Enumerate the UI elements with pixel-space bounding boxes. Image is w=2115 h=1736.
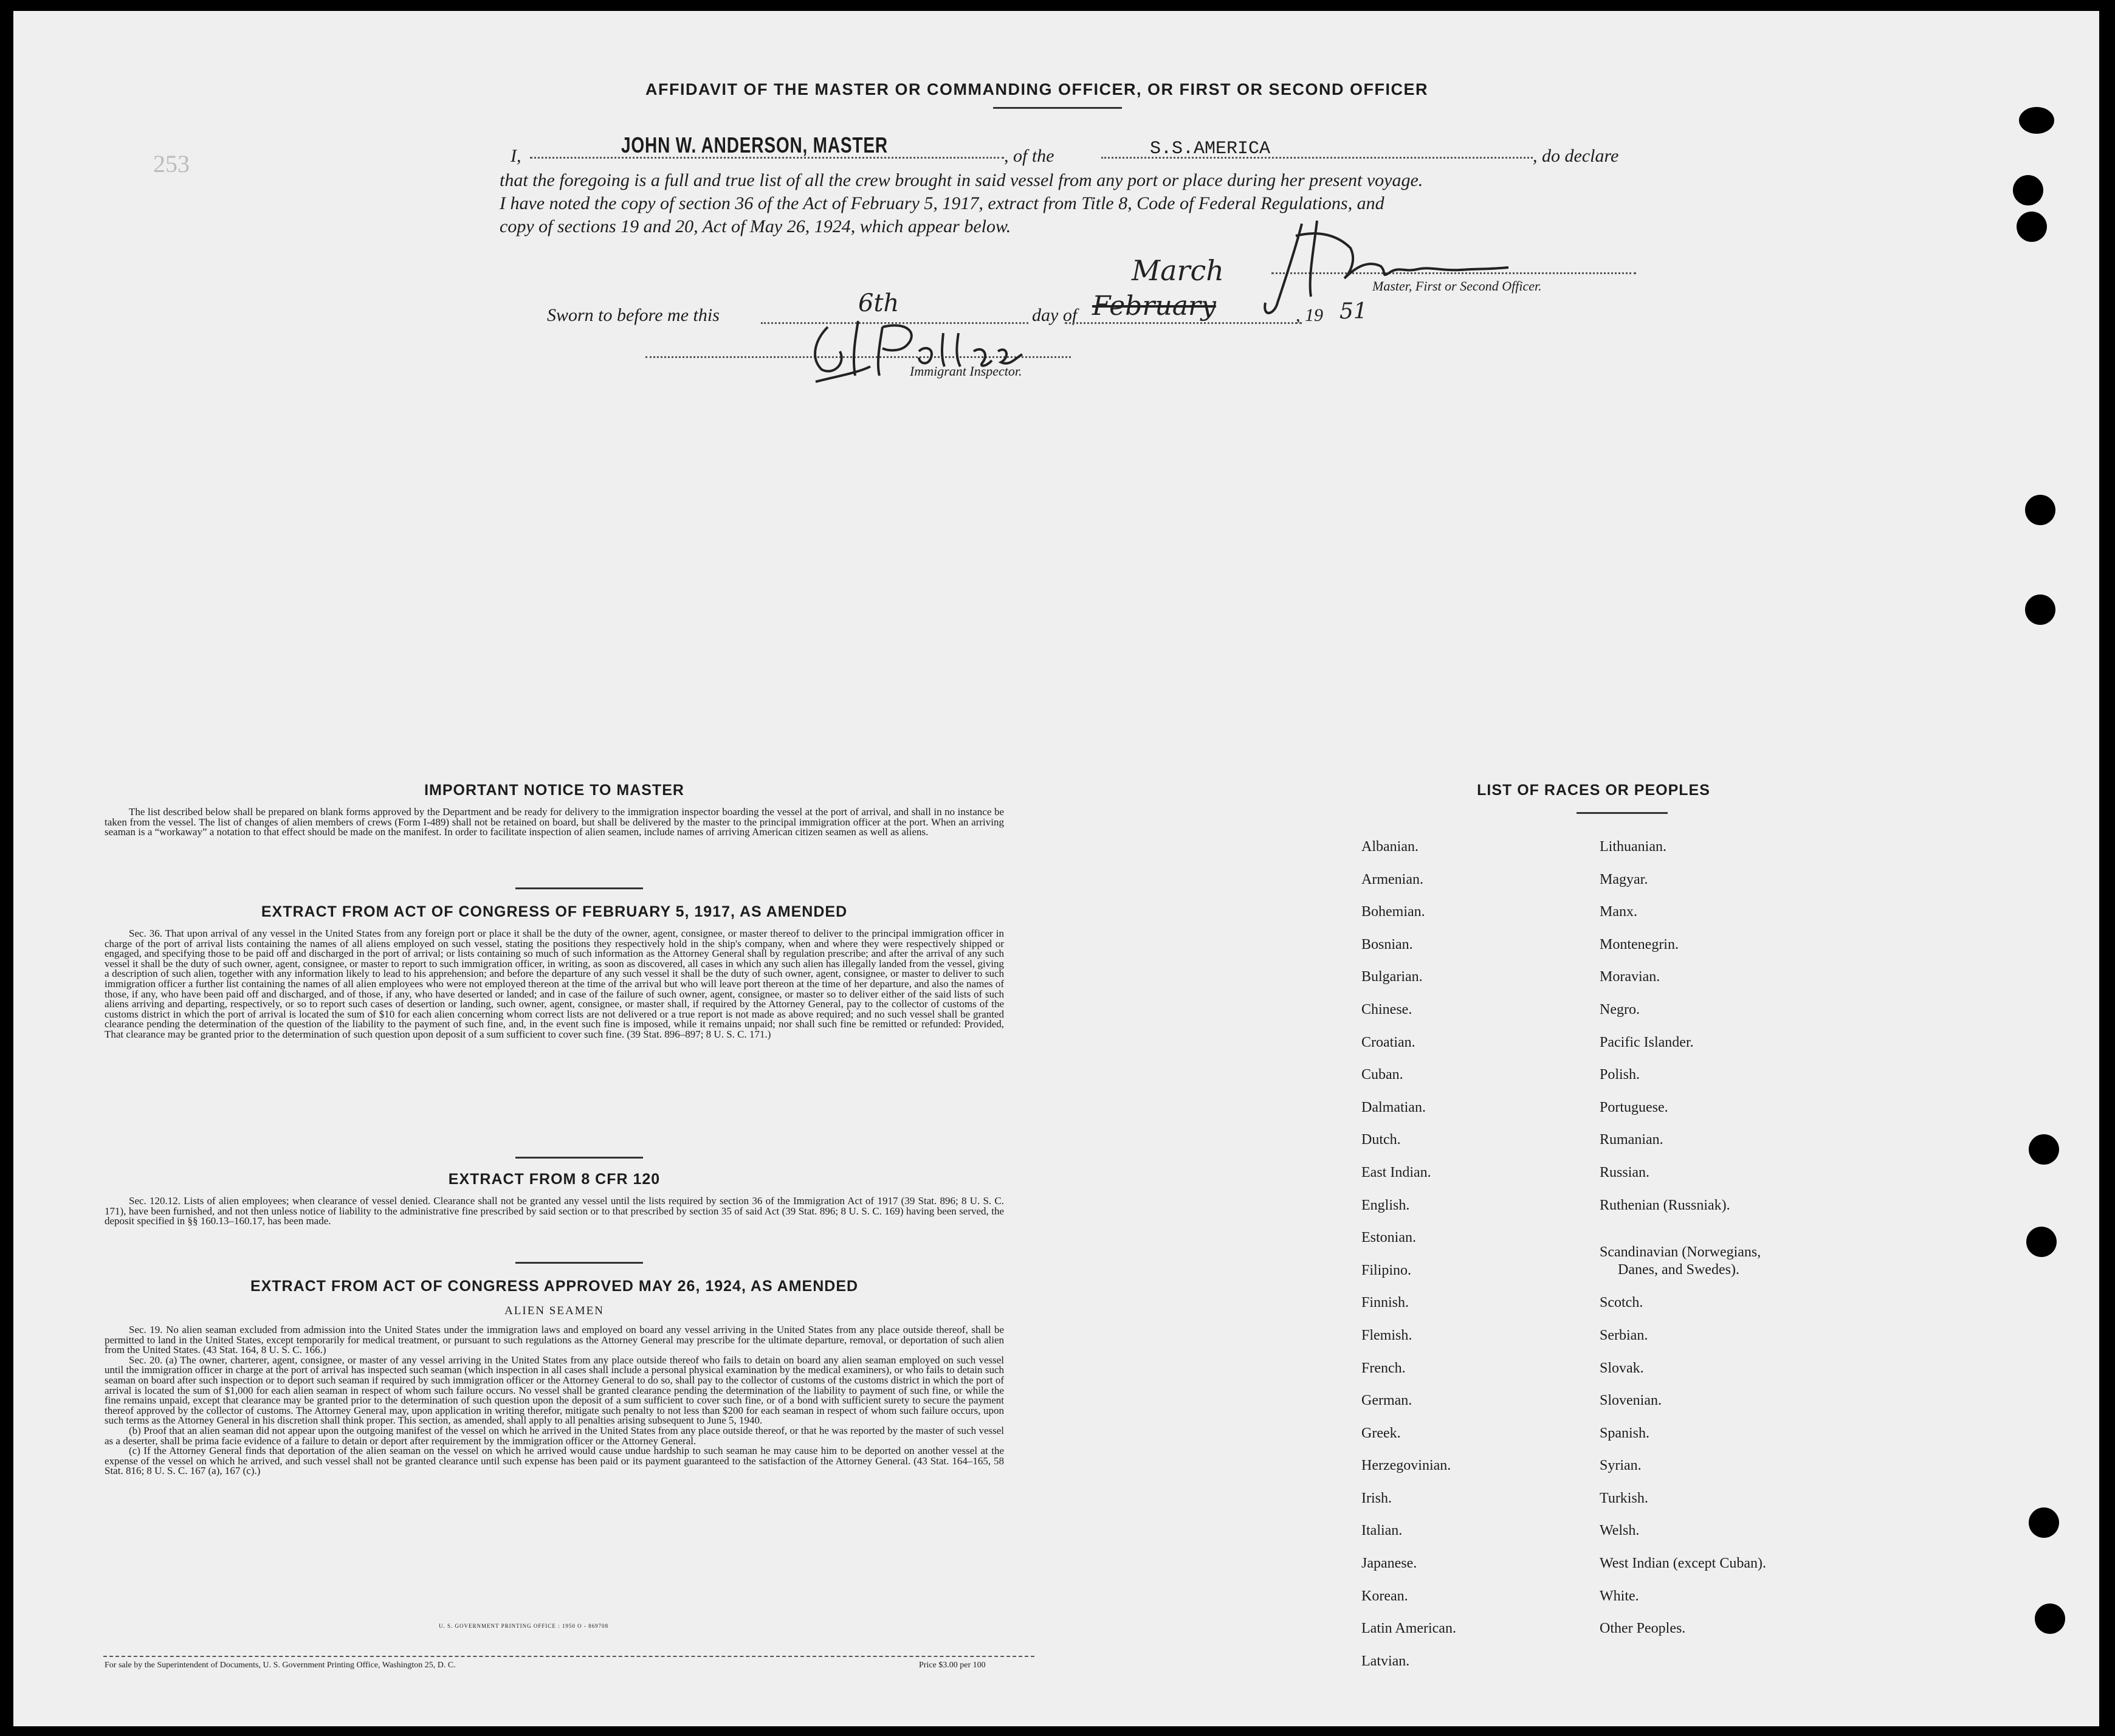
sec-19-text: Sec. 19. No alien seaman excluded from admission into the United States under the immigration laws and employed on board any vessel arriving in the United States from any place outside thereof, shall be permitted to land in the United States, except temporarily for medical treatment, or pursuant to such regulations as the Attorney General may prescribe for the ultimate departure, removal, or deportation of such alien from the United States. (43 Stat. 164, 8 U. S. C. 166.) <box>105 1324 1004 1356</box>
race-item: Rumanian. <box>1600 1132 1663 1148</box>
race-item: West Indian (except Cuban). <box>1600 1555 1766 1572</box>
do-declare-text: , do declare <box>1533 146 1619 166</box>
year-value: 51 <box>1340 299 1367 324</box>
document-page <box>13 11 2099 1726</box>
declarant-name: JOHN W. ANDERSON, MASTER <box>621 133 888 157</box>
of-the-text: , of the <box>1004 146 1054 166</box>
race-item: Croatian. <box>1361 1034 1415 1050</box>
inspector-label: Immigrant Inspector. <box>910 363 1022 379</box>
extract-1917-divider <box>515 1157 643 1159</box>
races-column-2 <box>1600 839 1891 1653</box>
notice-text: The list described below shall be prepared on blank forms approved by the Department and be ready for delivery to the immigration inspector boarding the vessel at the port of arrival, and shall in no instance be taken from the vessel. The list of changes of alien members of crews (Form I-489) shall not be retained on board, but shall be delivered by the master to the principal immigration officer at the port. When an arriving seaman is a “workaway” a notation to that effect should be made on the manifest. In order to facilitate inspection of alien seamen, include names of arriving American citizen seamen as well as aliens. <box>105 806 1004 838</box>
race-item: Greek. <box>1361 1425 1401 1441</box>
margin-number: 253 <box>153 150 190 177</box>
master-label: Master, First or Second Officer. <box>1372 278 1542 294</box>
race-item: White. <box>1600 1588 1639 1604</box>
inspector-signature-line <box>645 356 1071 358</box>
race-item: Italian. <box>1361 1523 1403 1539</box>
notice-block <box>105 807 1004 838</box>
race-item: Bulgarian. <box>1361 969 1423 985</box>
punch-hole <box>2025 594 2055 625</box>
declarant-prefix: I, <box>511 146 521 166</box>
notice-divider <box>515 887 643 889</box>
punch-hole <box>2013 175 2043 205</box>
extract-1917-title: EXTRACT FROM ACT OF CONGRESS OF FEBRUARY 5, 1917, AS AMENDED <box>261 903 848 920</box>
race-item: Manx. <box>1600 904 1637 920</box>
extract-cfr-text: Sec. 120.12. Lists of alien employees; when clearance of vessel denied. Clearance shall not be granted any vessel until the lists required by section 36 of the Immigration Act of 1917 (39 Stat. 896; 8 U. S. C. 171), have been furnished, and not then unless notice of liability to the administrative fine prescribed by said section or to that prescribed by section 35 of said Act (39 Stat. 896; 8 U. S. C. 169) having been served, the deposit specified in §§ 160.13–160.17, has been made. <box>105 1195 1004 1227</box>
race-item: French. <box>1361 1360 1406 1376</box>
race-item: Polish. <box>1600 1067 1640 1083</box>
race-item: Finnish. <box>1361 1295 1409 1311</box>
affidavit-title: AFFIDAVIT OF THE MASTER OR COMMANDING OFFICER, OR FIRST OR SECOND OFFICER <box>645 80 1428 98</box>
printing-office-imprint: U. S. GOVERNMENT PRINTING OFFICE : 1950 O - 869708 <box>439 1623 609 1629</box>
extract-cfr-divider <box>515 1262 643 1264</box>
footer-sale-text: For sale by the Superintendent of Documents, U. S. Government Printing Office, Washington 25, D. C. <box>105 1661 456 1670</box>
day-of-text: day of <box>1032 305 1078 325</box>
extract-1917-block <box>105 929 1004 1040</box>
race-item: Other Peoples. <box>1600 1621 1686 1637</box>
master-signature-line <box>1271 272 1636 274</box>
race-item: German. <box>1361 1393 1412 1409</box>
race-item: Scandinavian (Norwegians, <box>1600 1244 1761 1261</box>
year-prefix: , 19 <box>1296 305 1323 325</box>
extract-1917-text: Sec. 36. That upon arrival of any vessel in the United States from any foreign port or place it shall be the duty of the owner, agent, consignee, or master thereof to deliver to the principal immigration officer in charge of the port of arrival lists containing the names of all aliens employed on such vessel, stating the positions they respectively hold in the ship's company, when and where they were respectively shipped or engaged, and specifying those to be paid off and discharged in the port of arrival; or lists containing so much of such information as the Attorney General shall by regulation prescribe; and after the arrival of any such vessel it shall be the duty of such owner, agent, consignee, or master to report to such immigration officer, in writing, as soon as discovered, all cases in which any such alien has illegally landed from the vessel, giving a description of such alien, together with any information likely to lead to his apprehension; and before the departure of any such vessel it shall be the duty of such owner, agent, consignee, or master to deliver to such immigration officer a further list containing the names of all alien employees who were not employed thereon at the time of the arrival but who will leave port thereon at the time of her departure, and also the names of those, if any, who have been paid off and discharged, and of those, if any, who have deserted or landed; and in case of the failure of such owner, agent, consignee, or master so to deliver either of the said lists of such aliens arriving and departing, respectively, or so to report such cases of desertion or landing, such owner, agent, consignee, or master shall, if required by the Attorney General, pay to the collector of customs of the customs district in which the port of arrival is located the sum of $10 for each alien concerning whom correct lists are not delivered or a true report is not made as above required; and no such vessel shall be granted clearance pending the determination of the question of the liability to the payment of such fine, and, in the event such fine is imposed, while it remains unpaid; nor shall such fine be remitted or refunded: Provided, That clearance may be granted prior to the determination of such question upon deposit of a sum sufficient to cover such fine. (39 Stat. 896–897; 8 U. S. C. 171.) <box>105 928 1004 1040</box>
sec-20b-text: (b) Proof that an alien seaman did not appear upon the outgoing manifest of the vessel on which he arrived in the United States from any place outside thereof, or that he was reported by the master of such vessel as a deserter, shall be prima facie evidence of a failure to detain or deport after requirement by the immigration officer or the Attorney General. <box>105 1424 1004 1447</box>
extract-cfr-block <box>105 1196 1004 1227</box>
race-item: Welsh. <box>1600 1523 1640 1539</box>
race-item: Serbian. <box>1600 1327 1648 1343</box>
race-item: Spanish. <box>1600 1425 1650 1441</box>
month-struck: February <box>1092 291 1216 322</box>
month-value: March <box>1132 254 1224 287</box>
race-item: Moravian. <box>1600 969 1660 985</box>
declaration-line-4: copy of sections 19 and 20, Act of May 26, 1924, which appear below. <box>500 216 1011 236</box>
race-item: Flemish. <box>1361 1327 1412 1343</box>
race-item: English. <box>1361 1197 1410 1213</box>
races-divider <box>1577 812 1668 814</box>
race-item: Dutch. <box>1361 1132 1401 1148</box>
notice-title: IMPORTANT NOTICE TO MASTER <box>424 782 684 799</box>
day-line <box>761 322 1028 324</box>
race-item: Negro. <box>1600 1001 1640 1018</box>
extract-1924-title: EXTRACT FROM ACT OF CONGRESS APPROVED MAY 26, 1924, AS AMENDED <box>250 1278 859 1295</box>
race-item: Pacific Islander. <box>1600 1034 1694 1050</box>
race-item: Irish. <box>1361 1490 1392 1506</box>
sec-20a-text: Sec. 20. (a) The owner, charterer, agent, consignee, or master of any vessel arriving in the United States from any place outside thereof who fails to detain on board any alien seaman employed on such vessel until the immigration officer in charge at the port of arrival has inspected such seaman (which inspection in all cases shall include a personal physical examination by the medical examiners), or who fails to detain such seaman on board after such inspection or to deport such seaman if required by such immigration officer or the Attorney General to do so, shall pay to the collector of customs of the customs district in which the port of arrival is located the sum of $1,000 for each alien seaman in respect of whom such failure occurs. No vessel shall be granted clearance pending the determination of the liability to payment of such fine, or while the fine remains unpaid, except that clearance may be granted prior to the determination of such question upon the deposit of a sum sufficient to cover such fine, or of a bond with sufficient surety to secure the payment thereof approved by the collector of customs. The Attorney General may, upon application in writing therefor, mitigate such penalty to not less than $200 for each seaman in respect of whom such failure occurs, upon such terms as the Attorney General in his discretion shall think proper. This section, as amended, shall apply to all penalties arising subsequent to June 5, 1940. <box>105 1354 1004 1427</box>
race-item: Portuguese. <box>1600 1099 1668 1115</box>
race-item: Cuban. <box>1361 1067 1403 1083</box>
race-item: Lithuanian. <box>1600 839 1666 855</box>
race-item: Albanian. <box>1361 839 1419 855</box>
punch-hole <box>2029 1134 2059 1165</box>
declaration-line-2: that the foregoing is a full and true list of all the crew brought in said vessel from any port or place during her present voyage. <box>500 170 1423 190</box>
races-column-1 <box>1361 839 1604 1686</box>
race-item: Bosnian. <box>1361 936 1413 952</box>
title-divider <box>993 107 1122 109</box>
punch-hole <box>2025 495 2055 525</box>
race-item: Slovak. <box>1600 1360 1644 1376</box>
extract-1924-block <box>105 1325 1004 1476</box>
race-item: Japanese. <box>1361 1555 1417 1572</box>
race-item: Latvian. <box>1361 1653 1410 1669</box>
vessel-name: S.S.AMERICA <box>1150 139 1271 159</box>
race-item: Estonian. <box>1361 1230 1416 1246</box>
race-item: Ruthenian (Russniak). <box>1600 1197 1730 1213</box>
race-item: Bohemian. <box>1361 904 1425 920</box>
sworn-prefix: Sworn to before me this <box>547 305 720 325</box>
races-title: LIST OF RACES OR PEOPLES <box>1477 782 1710 799</box>
race-item: East Indian. <box>1361 1164 1431 1180</box>
punch-hole <box>2029 1507 2059 1538</box>
footer-rule <box>103 1656 1034 1657</box>
race-item: Syrian. <box>1600 1458 1642 1474</box>
race-item: Magyar. <box>1600 871 1648 887</box>
extract-cfr-title: EXTRACT FROM 8 CFR 120 <box>448 1171 661 1188</box>
month-line <box>1065 322 1302 324</box>
race-item: Latin American. <box>1361 1621 1456 1637</box>
race-item: Slovenian. <box>1600 1393 1662 1409</box>
footer-price: Price $3.00 per 100 <box>919 1661 986 1670</box>
race-item: Chinese. <box>1361 1001 1412 1018</box>
sec-20c-text: (c) If the Attorney General finds that deportation of the alien seaman on the vessel on which he arrived would cause undue hardship to such seaman he may cause him to be deported on another vessel at the expense of the vessel on which he arrived, and such vessel shall not be granted clearance until such expense has been paid or its payment guaranteed to the satisfaction of the Attorney General. (43 Stat. 164–165, 58 Stat. 816; 8 U. S. C. 167 (a), 167 (c).) <box>105 1445 1004 1477</box>
sworn-day: 6th <box>858 289 899 317</box>
declaration-line-3: I have noted the copy of section 36 of the Act of February 5, 1917, extract from Title 8, Code of Federal Regulations, and <box>500 193 1384 213</box>
race-item: Turkish. <box>1600 1490 1648 1506</box>
race-item: Danes, and Swedes). <box>1618 1262 1739 1278</box>
race-item: Armenian. <box>1361 871 1423 887</box>
race-item: Dalmatian. <box>1361 1099 1426 1115</box>
punch-hole <box>2019 107 2054 134</box>
race-item: Scotch. <box>1600 1295 1643 1311</box>
race-item: Herzegovinian. <box>1361 1458 1451 1474</box>
punch-hole <box>2017 212 2047 242</box>
race-item: Montenegrin. <box>1600 936 1679 952</box>
punch-hole <box>2035 1603 2065 1634</box>
extract-1924-subtitle: ALIEN SEAMEN <box>504 1304 604 1317</box>
punch-hole <box>2026 1227 2057 1257</box>
race-item: Korean. <box>1361 1588 1408 1604</box>
race-item: Russian. <box>1600 1164 1650 1180</box>
race-item: Filipino. <box>1361 1262 1412 1278</box>
